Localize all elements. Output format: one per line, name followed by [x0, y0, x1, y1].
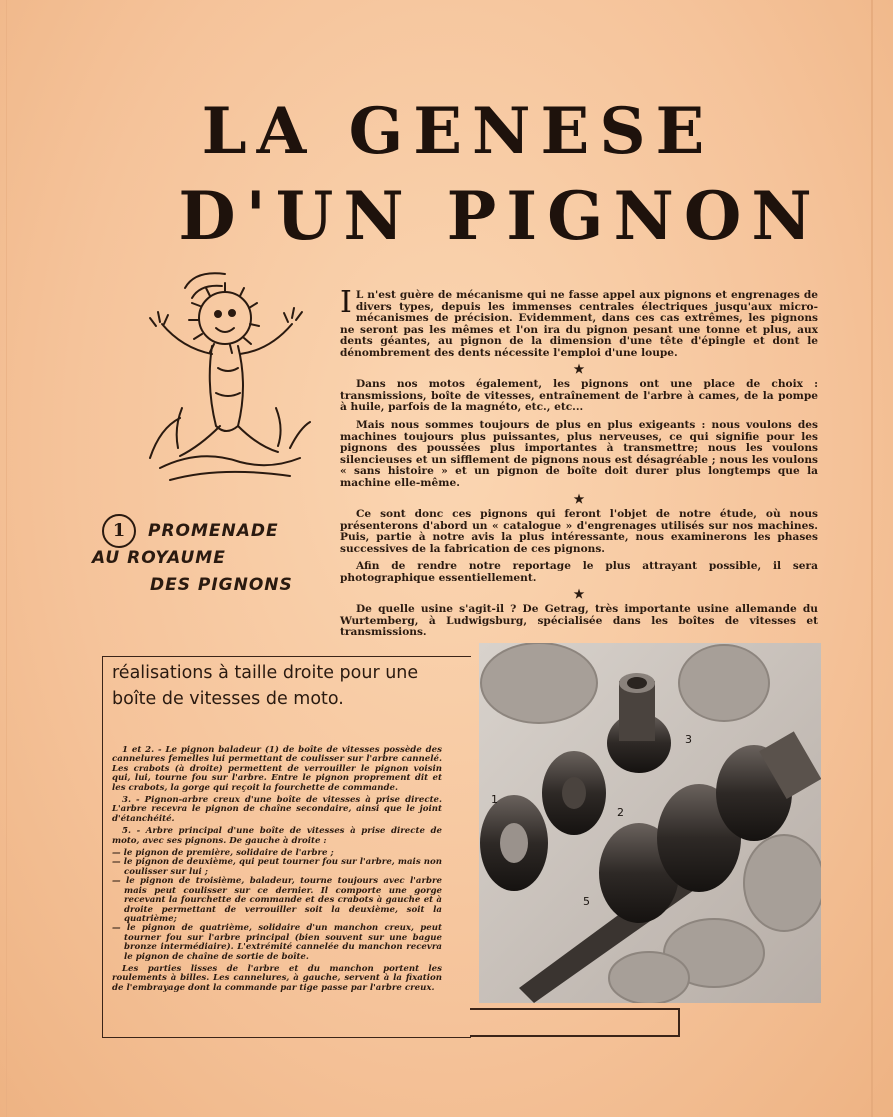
- intro-article: [340, 285, 818, 645]
- headline-line-2: D'UN PIGNON: [178, 177, 822, 255]
- caption-heading: réalisations à taille droite pour une boîte de vitesses de moto.: [112, 663, 419, 709]
- star-separator: ★: [573, 361, 585, 376]
- star-separator: ★: [573, 491, 585, 506]
- caption-paragraph: 3. - Pignon-arbre creux d'une boîte de vitesses à prise directe. L'arbre recevra le pignon de chaîne secondaire, ainsi que le joint d'étanchéité.: [112, 795, 442, 824]
- page-fold-line: [871, 0, 873, 1117]
- photo-label-2: 2: [617, 806, 624, 819]
- gear-list-item: — le pignon de troisième, baladeur, tourne toujours avec l'arbre mais peut coulisser sur ce dernier. Il comporte une gorge recevant la fourchette de commande et des crabots à gauche et à droite permettant de verrouiller soit la deuxième, soit la quatrième;: [112, 877, 442, 924]
- caption-body: [112, 746, 442, 996]
- caption-paragraph: Les parties lisses de l'arbre et du manchon portent les roulements à billes. Les cannelures, à gauche, servent à la fixation de l'embrayage dont la commande par tige passe par l'arbre creux.: [112, 963, 442, 993]
- page-edge-line: [6, 0, 7, 1117]
- gear-list-item: — le pignon de deuxième, qui peut tourner fou sur l'arbre, mais non coulisser sur lui ;: [112, 858, 442, 877]
- section-title-line-1: PROMENADE: [148, 521, 279, 541]
- caption-frame-rule: [470, 1035, 680, 1037]
- article-paragraph-5: Afin de rendre notre reportage le plus attrayant possible, il sera photographique essentiellement.: [340, 560, 818, 585]
- cartoon-gear-mascot-icon: [130, 258, 330, 493]
- article-paragraph-1: I L n'est guère de mécanisme qui ne fasse appel aux pignons et engrenages de divers types, depuis les immenses centrales électriques jusqu'aux micro-mécanismes de précision. Evidemment, dans ces cas extrêmes, les pignons ne seront pas les mêmes et l'on ira du pignon pesant une tonne et plus, aux dents géantes, au pignon de la dimension d'une tête d'épingle et dont le dénombrement des dents nécessite l'emploi d'une loupe.: [340, 285, 818, 359]
- headline-line-1: LA GENESE: [201, 94, 715, 169]
- gear-list-item: — le pignon de première, solidaire de l'arbre ;: [112, 849, 442, 858]
- caption-paragraph: 5. - Arbre principal d'une boîte de vitesses à prise directe de moto, avec ses pignons. De gauche à droite :: [112, 826, 442, 846]
- article-paragraph-2: Dans nos motos également, les pignons ont une place de choix : transmissions, boîte de vitesses, entraînement de l'arbre à cames, de la pompe à huile, parfois de la magnéto, etc., etc...: [340, 378, 818, 414]
- photo-label-1: 1: [491, 793, 498, 806]
- photo-label-5: 5: [583, 895, 590, 908]
- gear-list-item: — le pignon de quatrième, solidaire d'un manchon creux, peut tourner fou sur l'arbre principal (bien souvent sur une bague bronze intermédiaire). L'extrémité cannelée du manchon recevra le pignon de chaîne de sortie de boîte.: [112, 924, 442, 962]
- photo-label-3: 3: [685, 733, 692, 746]
- caption-frame-rule: [470, 1008, 680, 1010]
- section-title-line-2: AU ROYAUME: [92, 548, 226, 568]
- caption-frame-rule: [678, 1008, 680, 1036]
- article-paragraph-4: Ce sont donc ces pignons qui feront l'objet de notre étude, où nous présenterons d'abord un « catalogue » d'engrenages utilisés sur nos machines. Puis, partie à notre avis la plus intéressante, nous examinerons les phases successives de la fabrication de ces pignons.: [340, 508, 818, 555]
- caption-paragraph: 1 et 2. - Le pignon baladeur (1) de boîte de vitesses possède des cannelures femelles lui permettant de coulisser sur l'arbre cannelé. Les crabots (à droite) permettent de verrouiller le pignon voisin qui, lui, tourne fou sur l'arbre. Entre le pignon proprement dit et les crabots, la gorge qui reçoit la fourchette de commande.: [112, 745, 442, 793]
- section-title-line-3: DES PIGNONS: [150, 575, 293, 595]
- gear-list: [112, 849, 442, 962]
- article-paragraph-3: Mais nous sommes toujours de plus en plus exigeants : nous voulons des machines toujours plus puissantes, plus nerveuses, ce qui signifie pour les pignons des poussées plus importantes à transmettre; nous les voulons silencieuses et un sifflement de pignons nous est désagréable ; nous les voulons « sans histoire » et un pignon de boîte doit durer plus longtemps que la machine elle-même.: [340, 418, 818, 489]
- drop-cap: I: [340, 285, 352, 320]
- section-number-badge: 1: [102, 514, 136, 548]
- star-separator: ★: [573, 586, 585, 601]
- article-paragraph-6: De quelle usine s'agit-il ? De Getrag, très importante usine allemande du Wurtemberg, à Ludwigsburg, spécialisée dans les boîtes de vitesses et transmissions.: [340, 603, 818, 639]
- gears-photo: [479, 643, 821, 1003]
